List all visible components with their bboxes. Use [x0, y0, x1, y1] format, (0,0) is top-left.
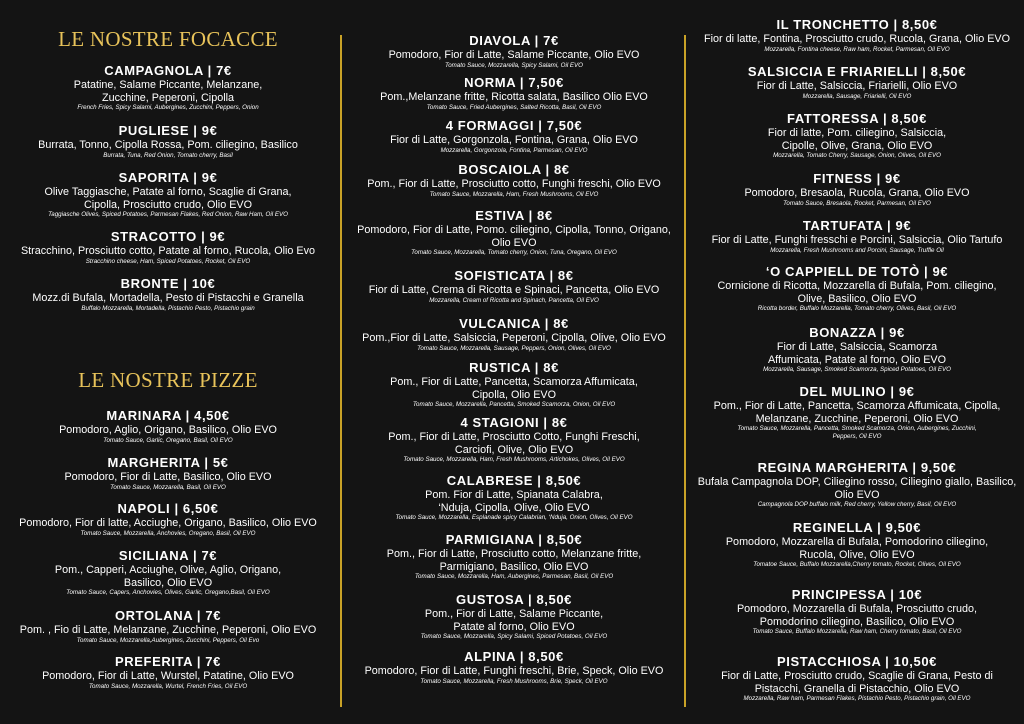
item-translation: Mozzarella, Tomato Cherry, Sausage, Onion, Olives, Oil EVO	[773, 152, 941, 159]
item-name: PISTACCHIOSA | 10,50€	[776, 654, 937, 669]
menu-column-pizze-3	[690, 0, 1024, 724]
menu-item-rustica	[346, 360, 682, 409]
item-name: PREFERITA | 7€	[115, 654, 221, 669]
item-name: GUSTOSA | 8,50€	[456, 592, 572, 607]
item-ingredients: Fior di Latte, Salsiccia, Friarielli, Olio EVO	[756, 80, 958, 92]
item-ingredients: Fior di Latte, Prosciutto crudo, Scaglie di Grana, Pesto di Pistacchi, Granella di Pistacchio, Olio EVO	[721, 670, 993, 695]
item-translation: Mozzarella, Cream of Ricotta and Spinach, Pancetta, Oil EVO	[429, 296, 599, 304]
item-ingredients: Cornicione di Ricotta, Mozzarella di Bufala, Pom. ciliegino, Olive, Basilico, Olio EVO	[717, 280, 997, 305]
item-translation: Tomato Sauce, Mozzarella, Spicy Salami, Spiced Potatoes, Oil EVO	[420, 633, 608, 640]
item-translation: Tomato Sauce, Mozzarella,Aubergines, Zucchini, Peppers, Oil Evo	[76, 636, 260, 644]
menu-item-tartufata	[690, 218, 1024, 255]
item-name: REGINA MARGHERITA | 9,50€	[757, 460, 957, 475]
menu-item-calabrese	[346, 473, 682, 522]
menu-item-bronte	[0, 276, 336, 313]
item-translation: Buffalo Mozzarella, Mortadella, Pistachio Pesto, Pistachio grain	[81, 304, 255, 312]
item-name: FITNESS | 9€	[813, 171, 901, 186]
item-name: SALSICCIA E FRIARIELLI | 8,50€	[747, 64, 967, 79]
item-translation: Tomato Sauce, Mozzarella, Tomato cherry, Onion, Tuna, Oregano, Oil EVO	[411, 249, 617, 256]
item-name: 4 STAGIONI | 8€	[460, 415, 568, 430]
menu-item-norma	[346, 75, 682, 112]
item-translation: Tomato Sauce, Capers, Anchovies, Olives, Garlic, Oregano,Basil, Oil EVO	[66, 589, 270, 596]
item-ingredients: Bufala Campagnola DOP, Ciliegino rosso, Ciliegino giallo, Basilico, Olio EVO	[697, 476, 1017, 501]
item-name: NAPOLI | 6,50€	[117, 501, 219, 516]
menu-column-focacce-pizze	[0, 0, 336, 724]
menu-item-saporita	[0, 170, 336, 219]
item-translation: Tomato Sauce, Bresaola, Rocket, Parmesan, Oil EVO	[783, 199, 931, 207]
menu-item-diavola	[346, 33, 682, 70]
item-name: BRONTE | 10€	[120, 276, 216, 291]
item-name: IL TRONCHETTO | 8,50€	[776, 17, 938, 32]
item-ingredients: Mozz.di Bufala, Mortadella, Pesto di Pistacchi e Granella	[32, 292, 304, 304]
item-translation: Tomato Sauce, Mozzarella, Basil, Oil EVO	[110, 483, 226, 491]
item-name: BOSCAIOLA | 8€	[458, 162, 570, 177]
item-translation: Stracchino cheese, Ham, Spiced Potatoes, Rocket, Oil EVO	[85, 257, 251, 265]
item-ingredients: Pom.,Melanzane fritte, Ricotta salata, Basilico Olio EVO	[380, 91, 648, 103]
item-name: VULCANICA | 8€	[459, 316, 569, 331]
item-translation: Campagnola DOP buffalo milk, Red cherry, Yellow cherry, Basil, Oil EVO	[757, 501, 957, 508]
item-translation: Mozzarella, Sausage, Smoked Scamorza, Spiced Potatoes, Oil EVO	[763, 366, 951, 373]
item-name: PUGLIESE | 9€	[118, 123, 218, 138]
item-ingredients: Pom. , Fio di Latte, Melanzane, Zucchine, Peperoni, Olio EVO	[19, 624, 317, 636]
item-name: MARINARA | 4,50€	[106, 408, 230, 423]
item-ingredients: Pom., Fior di Latte, Pancetta, Scamorza Affumicata, Cipolla, Melanzane, Zucchine, Peperoni, Olio EVO	[713, 400, 1001, 425]
item-name: NORMA | 7,50€	[464, 75, 564, 90]
item-ingredients: Pomodoro, Fior di Latte, Pomo. ciliegino, Cipolla, Tonno, Origano, Olio EVO	[357, 224, 671, 249]
menu-item-fitness	[690, 171, 1024, 208]
item-ingredients: Pomodoro, Fior di latte, Acciughe, Origano, Basilico, Olio EVO	[19, 517, 317, 529]
item-ingredients: Pomodoro, Bresaola, Rucola, Grana, Olio EVO	[744, 187, 970, 199]
item-translation: Tomato Sauce, Mozzarella, Anchovies, Oregano, Basil, Oil EVO	[80, 529, 256, 537]
item-ingredients: Pom., Fior di Latte, Salame Piccante, Patate al forno, Olio EVO	[424, 608, 604, 633]
item-translation: Mozzarella, Fontina cheese, Raw ham, Rocket, Parmesan, Oil EVO	[764, 45, 950, 53]
item-translation: French Fries, Spicy Salami, Aubergines, Zucchini, Peppers, Onion	[77, 104, 259, 111]
item-translation: Burrata, Tuna, Red Onion, Tomato cherry, Basil	[103, 151, 233, 159]
menu-item-margherita	[0, 455, 336, 492]
item-translation: Tomato Sauce, Mozzarella, Fresh Mushrooms, Brie, Speck, Oil EVO	[420, 677, 608, 685]
item-ingredients: Pom., Fior di Latte, Pancetta, Scamorza Affumicata, Cipolla, Olio EVO	[390, 376, 638, 401]
menu-item-campagnola	[0, 63, 336, 112]
menu-item-estiva	[346, 208, 682, 257]
item-translation: Mozzarella, Raw ham, Parmesan Flakes, Pistachio Pesto, Pistachio grain, Oil EVO	[743, 695, 971, 702]
item-name: ‘O CAPPIELL DE TOTÒ | 9€	[765, 264, 949, 279]
item-translation: Tomato Sauce, Fried Aubergines, Salted Ricotta, Basil, Oil EVO	[426, 103, 602, 111]
item-name: 4 FORMAGGI | 7,50€	[445, 118, 583, 133]
item-translation: Tomato Sauce, Mozzarella, Ham, Fresh Mushrooms, Oil EVO	[429, 190, 599, 198]
item-name: CALABRESE | 8,50€	[446, 473, 582, 488]
item-translation: Tomato Sauce, Mozzarella, Pancetta, Smoked Scamorza, Onion, Aubergines, Zucchini, Peppers, Oil EVO	[737, 425, 977, 440]
item-translation: Tomato Sauce, Mozzarella, Spicy Salami, Oil EVO	[444, 61, 583, 69]
item-ingredients: Pom., Fior di Latte, Prosciutto cotto, Melanzane fritte, Parmigiano, Basilico, Olio EVO	[386, 548, 642, 573]
menu-item-pugliese	[0, 123, 336, 160]
item-ingredients: Pomodoro, Fior di Latte, Wurstel, Patatine, Olio EVO	[42, 670, 294, 682]
item-name: RUSTICA | 8€	[469, 360, 559, 375]
menu-item-o-cappiell-de-toto	[690, 264, 1024, 313]
menu-item-del-mulino	[690, 384, 1024, 441]
column-divider-right	[684, 35, 686, 707]
menu-item-siciliana	[0, 548, 336, 597]
item-name: ALPINA | 8,50€	[464, 649, 564, 664]
menu-item-gustosa	[346, 592, 682, 641]
menu-item-sofisticata	[346, 268, 682, 305]
item-ingredients: Pomodoro, Aglio, Origano, Basilico, Olio EVO	[59, 424, 277, 436]
menu-item-4-stagioni	[346, 415, 682, 464]
item-ingredients: Pomodoro, Fior di Latte, Basilico, Olio EVO	[64, 471, 272, 483]
item-ingredients: Pomodoro, Mozzarella di Bufala, Prosciutto crudo, Pomodorino ciliegino, Basilico, Olio EVO	[736, 603, 978, 628]
menu-item-il-tronchetto	[690, 17, 1024, 54]
item-name: CAMPAGNOLA | 7€	[104, 63, 232, 78]
item-ingredients: Pomodoro, Fior di Latte, Funghi freschi, Brie, Speck, Olio EVO	[364, 665, 664, 677]
menu-item-regina-margherita	[690, 460, 1024, 509]
item-ingredients: Patatine, Salame Piccante, Melanzane, Zucchine, Peperoni, Cipolla	[73, 79, 263, 104]
item-name: TARTUFATA | 9€	[802, 218, 912, 233]
item-ingredients: Pom., Fior di Latte, Prosciutto Cotto, Funghi Freschi, Carciofi, Olive, Olio EVO	[388, 431, 640, 456]
item-translation: Tomato Sauce, Mozzarella, Wurtel, French Fries, Oil EVO	[88, 682, 248, 690]
item-name: SAPORITA | 9€	[118, 170, 218, 185]
item-ingredients: Fior di Latte, Salsiccia, Scamorza Affumicata, Patate al forno, Olio EVO	[767, 341, 947, 366]
menu-item-marinara	[0, 408, 336, 445]
item-name: DIAVOLA | 7€	[469, 33, 559, 48]
menu-item-alpina	[346, 649, 682, 686]
item-translation: Tomato Sauce, Buffalo Mozzarella, Raw ham, Cherry tomato, Basil, Oil EVO	[752, 628, 962, 635]
item-translation: Ricotta border, Buffalo Mozzarella, Tomato cherry, Olives, Basil, Oil EVO	[757, 305, 957, 312]
focacce-section-title: LE NOSTRE FOCACCE	[58, 27, 278, 51]
menu-item-ortolana	[0, 608, 336, 645]
item-ingredients: Olive Taggiasche, Patate al forno, Scaglie di Grana, Cipolla, Prosciutto crudo, Olio EVO	[44, 186, 292, 211]
menu-item-preferita	[0, 654, 336, 691]
item-name: MARGHERITA | 5€	[107, 455, 229, 470]
pizze-section-title: LE NOSTRE PIZZE	[78, 368, 258, 392]
item-translation: Taggiasche Olives, Spiced Potatoes, Parmesan Flakes, Red Onion, Raw Ham, Oil EVO	[48, 211, 288, 218]
item-translation: Tomato Sauce, Mozzarella, Esplanade spicy Calabrian, ‘Nduja, Onion, Olives, Oil EVO	[395, 514, 633, 521]
menu-item-pistacchiosa	[690, 654, 1024, 703]
item-translation: Tomato Sauce, Mozzarella, Ham, Aubergines, Parmesan, Basil, Oil EVO	[414, 573, 614, 580]
item-translation: Tomatoe Sauce, Buffalo Mozzarella,Cherry tomato, Rocket, Olives, Oil EVO	[753, 561, 961, 568]
menu-column-pizze-2	[346, 0, 682, 724]
item-name: SICILIANA | 7€	[118, 548, 218, 563]
item-ingredients: Fior di latte, Pom. ciliegino, Salsiccia, Cipolle, Olive, Grana, Olio EVO	[767, 127, 947, 152]
menu-item-boscaiola	[346, 162, 682, 199]
menu-item-principessa	[690, 587, 1024, 636]
item-ingredients: Pomodoro, Fior di Latte, Salame Piccante, Olio EVO	[388, 49, 640, 61]
item-translation: Mozzarella, Fresh Mushrooms and Porcini, Sausage, Truffle Oil	[770, 246, 944, 254]
item-name: ESTIVA | 8€	[475, 208, 553, 223]
column-divider-left	[340, 35, 342, 707]
item-ingredients: Pomodoro, Mozzarella di Bufala, Pomodorino ciliegino, Rucola, Olive, Olio EVO	[725, 536, 989, 561]
menu-item-4-formaggi	[346, 118, 682, 155]
item-name: DEL MULINO | 9€	[799, 384, 915, 399]
menu-item-parmigiana	[346, 532, 682, 581]
item-name: STRACOTTO | 9€	[110, 229, 226, 244]
item-ingredients: Pom., Fior di Latte, Prosciutto cotto, Funghi freschi, Olio EVO	[367, 178, 661, 190]
item-name: REGINELLA | 9,50€	[792, 520, 922, 535]
item-ingredients: Fior di Latte, Crema di Ricotta e Spinaci, Pancetta, Olio EVO	[368, 284, 660, 296]
item-translation: Mozzarella, Gorgonzola, Fontina, Parmesan, Oil EVO	[440, 146, 588, 154]
menu-item-stracotto	[0, 229, 336, 266]
item-translation: Tomato Sauce, Mozzarella, Sausage, Peppers, Onion, Olives, Oil EVO	[417, 344, 611, 352]
menu-item-reginella	[690, 520, 1024, 569]
item-translation: Tomato Sauce, Mozzarella, Ham, Fresh Mushrooms, Artichokes, Olives, Oil EVO	[403, 456, 625, 463]
item-translation: Tomato Sauce, Mozzarella, Pancetta, Smoked Scamorza, Onion, Oil EVO	[412, 401, 616, 408]
item-name: FATTORESSA | 8,50€	[787, 111, 927, 126]
item-ingredients: Pom. Fior di Latte, Spianata Calabra, ‘Nduja, Cipolla, Olive, Olio EVO	[425, 489, 603, 514]
item-translation: Mozzarella, Sausage, Friarielli, Oil EVO	[802, 92, 912, 100]
menu-item-napoli	[0, 501, 336, 538]
item-ingredients: Fior di Latte, Gorgonzola, Fontina, Grana, Olio EVO	[390, 134, 638, 146]
item-ingredients: Fior di latte, Fontina, Prosciutto crudo, Rucola, Grana, Olio EVO	[703, 33, 1011, 45]
item-ingredients: Fior di Latte, Funghi fresschi e Porcini, Salsiccia, Olio Tartufo	[711, 234, 1003, 246]
item-ingredients: Pom.,Fior di Latte, Salsiccia, Peperoni, Cipolla, Olive, Olio EVO	[362, 332, 666, 344]
item-ingredients: Stracchino, Prosciutto cotto, Patate al forno, Rucola, Olio Evo	[20, 245, 316, 257]
item-ingredients: Burrata, Tonno, Cipolla Rossa, Pom. ciliegino, Basilico	[38, 139, 298, 151]
item-name: PARMIGIANA | 8,50€	[445, 532, 583, 547]
menu-item-fattoressa	[690, 111, 1024, 160]
menu-item-vulcanica	[346, 316, 682, 353]
item-ingredients: Pom., Capperi, Acciughe, Olive, Aglio, Origano, Basilico, Olio EVO	[54, 564, 282, 589]
item-name: ORTOLANA | 7€	[114, 608, 222, 623]
item-translation: Tomato Sauce, Garlic, Oregano, Basil, Oil EVO	[103, 436, 233, 444]
item-name: SOFISTICATA | 8€	[454, 268, 574, 283]
menu-item-bonazza	[690, 325, 1024, 374]
menu-item-salsiccia-e-friarielli	[690, 64, 1024, 101]
item-name: PRINCIPESSA | 10€	[791, 587, 923, 602]
item-name: BONAZZA | 9€	[809, 325, 905, 340]
